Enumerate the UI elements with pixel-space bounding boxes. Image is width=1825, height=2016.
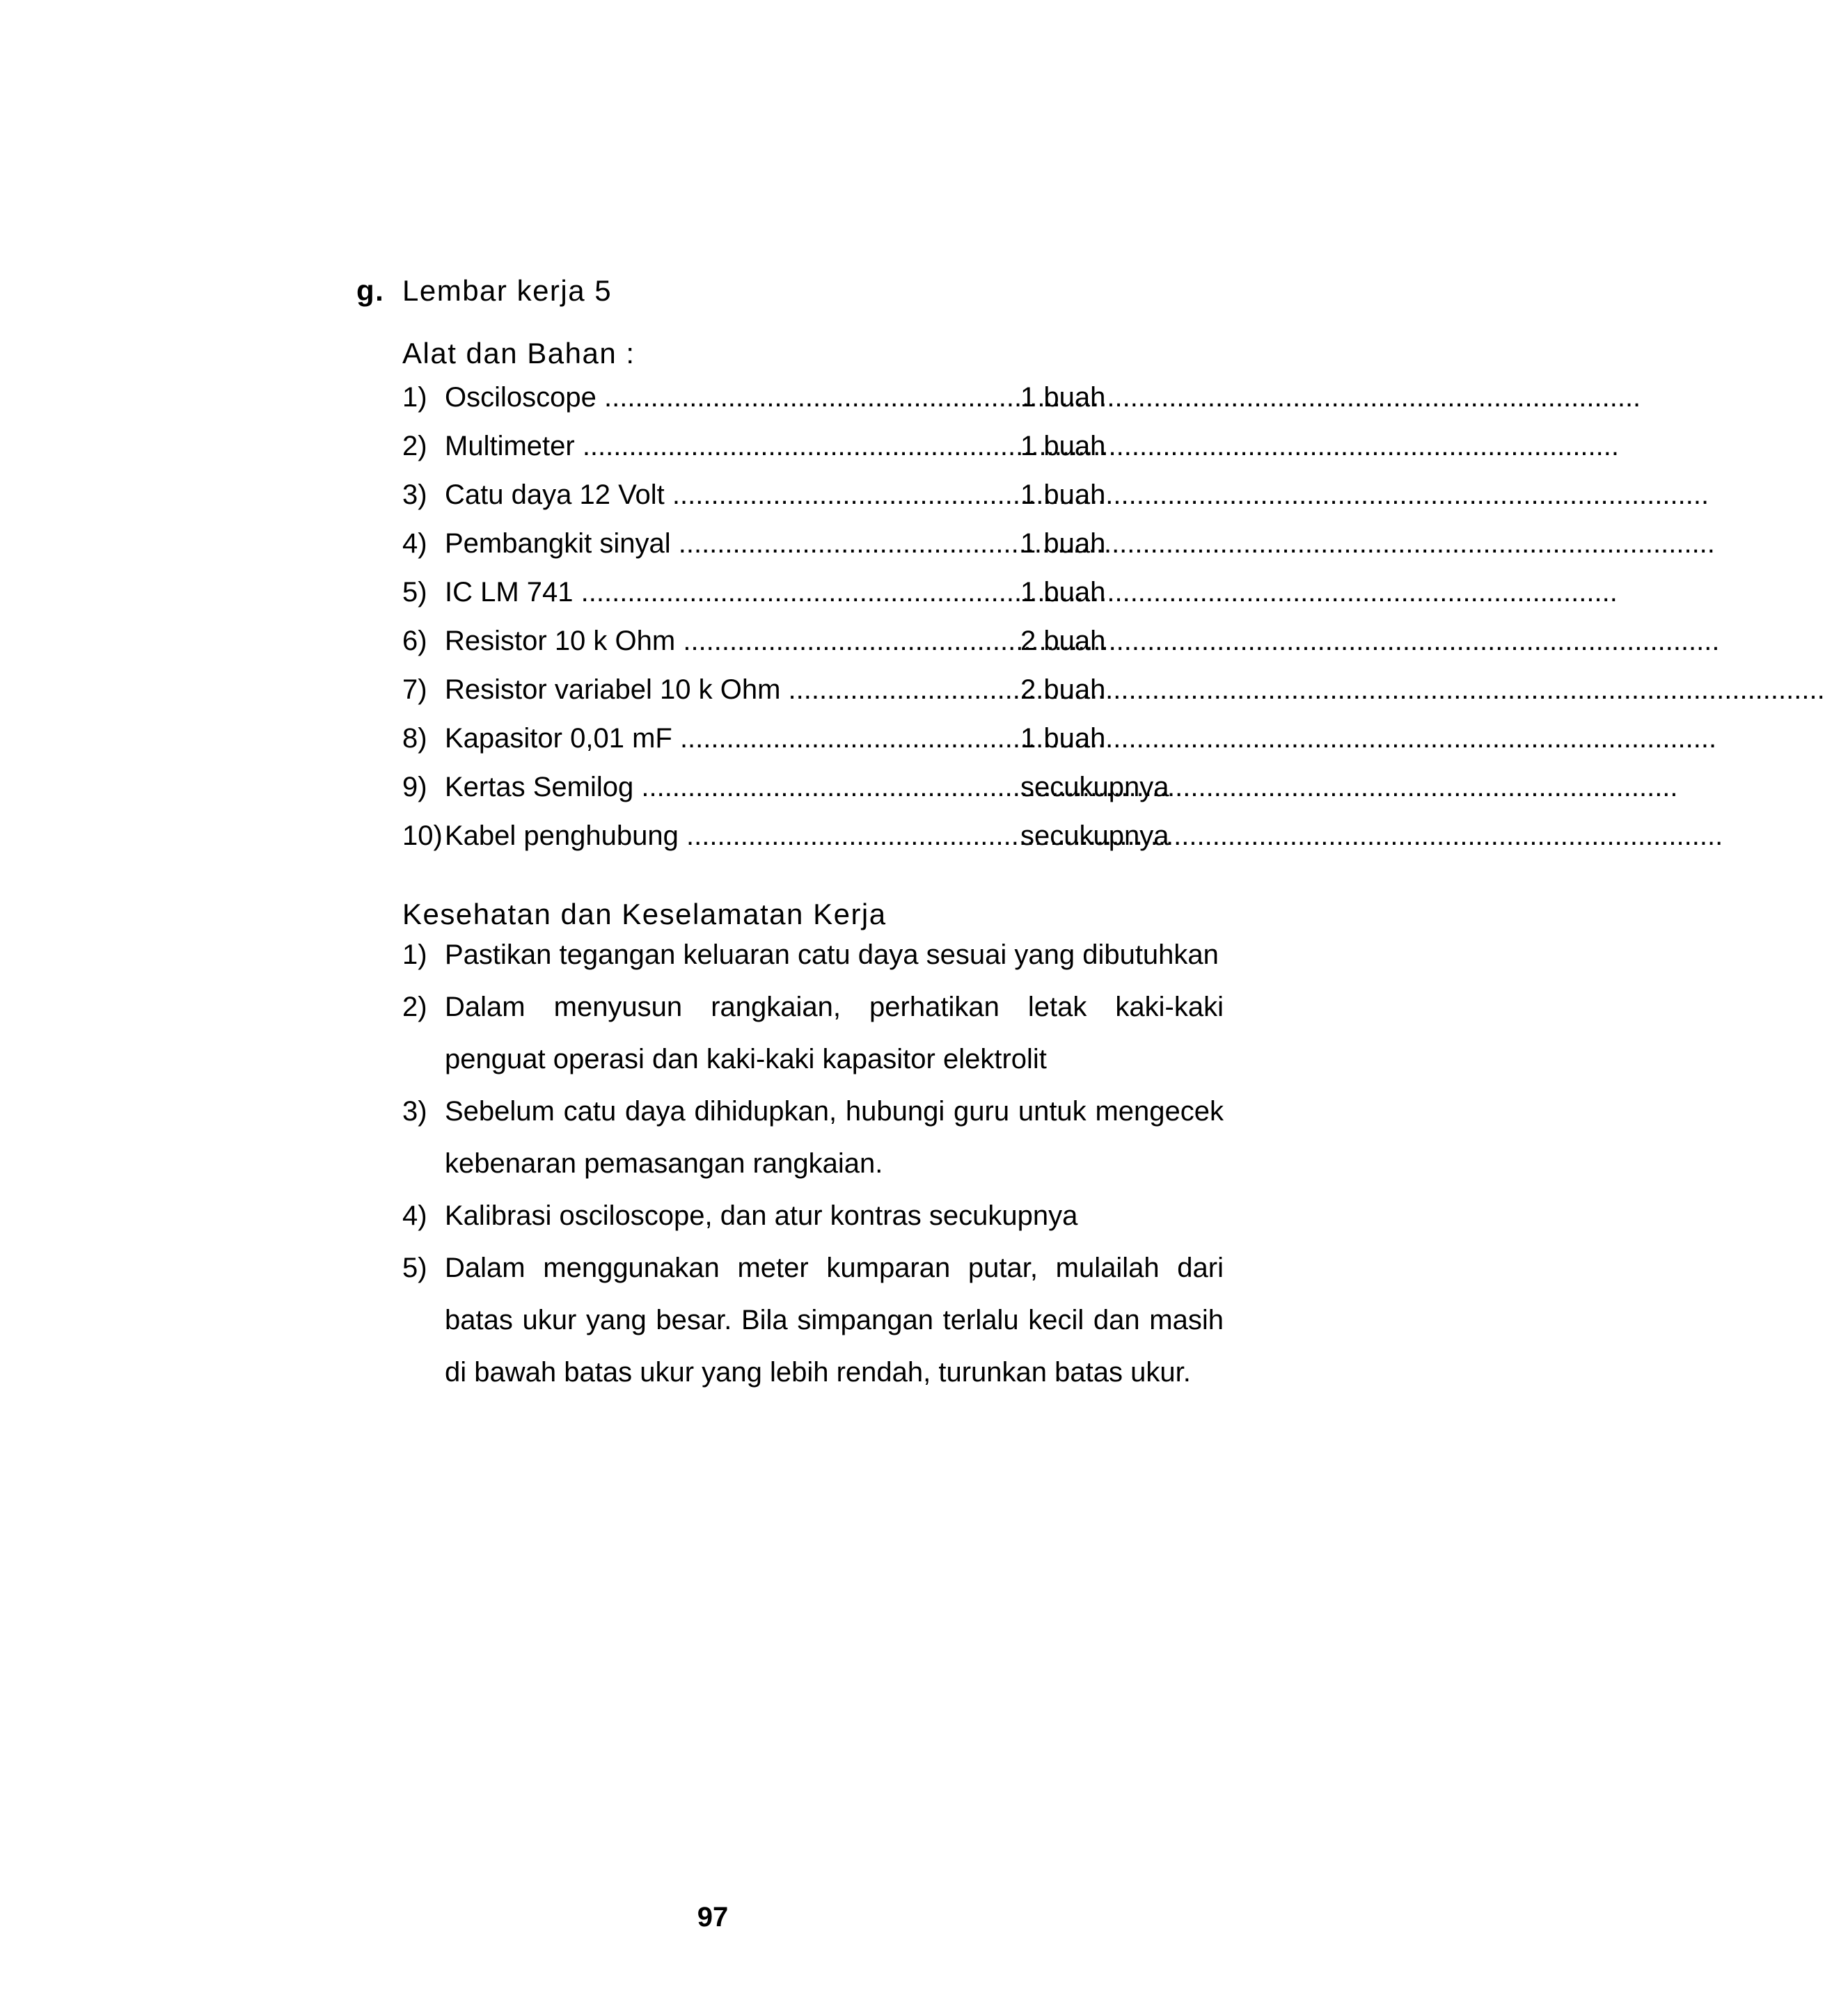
safety-number: 3) bbox=[402, 1096, 427, 1127]
tool-number: 4) bbox=[402, 528, 427, 559]
safety-text: Sebelum catu daya dihidupkan, hubungi guru untuk mengecek kebenaran pemasangan rangkaian. bbox=[445, 1096, 1224, 1179]
tool-name: IC LM 741 ..... bbox=[445, 568, 693, 617]
tool-item bbox=[402, 519, 1238, 568]
safety-number: 4) bbox=[402, 1200, 427, 1231]
tool-item bbox=[402, 373, 1238, 422]
safety-item bbox=[402, 981, 1224, 1086]
tool-item bbox=[402, 617, 1238, 665]
tool-name: Pembangkit sinyal ..... bbox=[445, 519, 693, 568]
tool-item bbox=[402, 763, 1238, 811]
safety-heading: Kesehatan dan Keselamatan Kerja bbox=[402, 898, 887, 930]
tool-number: 3) bbox=[402, 479, 427, 510]
tool-name: Catu daya 12 Volt ..... bbox=[445, 470, 693, 519]
tools-heading: Alat dan Bahan : bbox=[402, 337, 635, 370]
tool-item bbox=[402, 714, 1238, 763]
safety-text: Dalam menyusun rangkaian, perhatikan letak kaki-kaki penguat operasi dan kaki-kaki kapasitor elektrolit bbox=[445, 992, 1224, 1074]
section-letter: g. bbox=[356, 274, 385, 307]
safety-item bbox=[402, 1086, 1224, 1190]
tool-number: 9) bbox=[402, 772, 427, 802]
tool-item bbox=[402, 811, 1238, 860]
safety-text: Pastikan tegangan keluaran catu daya sesuai yang dibutuhkan bbox=[445, 939, 1219, 970]
tool-item bbox=[402, 568, 1238, 617]
tool-item bbox=[402, 665, 1238, 714]
tool-quantity: 1 buah bbox=[1020, 723, 1106, 754]
tool-quantity: 1 buah bbox=[1020, 382, 1106, 413]
tool-name: Multimeter ..... bbox=[445, 422, 693, 470]
tool-number: 5) bbox=[402, 577, 427, 608]
tool-quantity: 2 buah bbox=[1020, 674, 1106, 705]
tool-quantity: 1 buah bbox=[1020, 431, 1106, 461]
section-heading bbox=[356, 270, 612, 312]
tool-quantity: secukupnya bbox=[1020, 772, 1169, 802]
tool-quantity: secukupnya bbox=[1020, 820, 1169, 851]
tool-number: 10) bbox=[402, 820, 443, 851]
tool-quantity: 1 buah bbox=[1020, 479, 1106, 510]
tool-quantity: 2 buah bbox=[1020, 626, 1106, 656]
safety-text: Kalibrasi osciloscope, dan atur kontras secukupnya bbox=[445, 1200, 1078, 1231]
page-number: 97 bbox=[697, 1902, 729, 1932]
tool-name: Kertas Semilog ..... bbox=[445, 763, 693, 811]
tool-quantity: 1 buah bbox=[1020, 528, 1106, 559]
tool-number: 6) bbox=[402, 626, 427, 656]
section-title: Lembar kerja 5 bbox=[402, 274, 613, 307]
safety-item bbox=[402, 929, 1224, 981]
safety-item bbox=[402, 1242, 1224, 1399]
tool-name: Kabel penghubung ..... bbox=[445, 811, 693, 860]
safety-number: 1) bbox=[402, 939, 427, 970]
safety-item bbox=[402, 1190, 1224, 1242]
tool-number: 1) bbox=[402, 382, 427, 413]
tool-name: Resistor 10 k Ohm ..... bbox=[445, 617, 693, 665]
safety-number: 5) bbox=[402, 1253, 427, 1283]
tool-name: Osciloscope ..... bbox=[445, 373, 693, 422]
tool-item bbox=[402, 470, 1238, 519]
tools-list bbox=[402, 373, 1238, 860]
safety-list bbox=[402, 929, 1224, 1399]
safety-text: Dalam menggunakan meter kumparan putar, mulailah dari batas ukur yang besar. Bila simpangan terlalu kecil dan masih di bawah batas ukur yang lebih rendah, turunkan batas ukur. bbox=[445, 1253, 1224, 1388]
tool-name: Kapasitor 0,01 mF ..... bbox=[445, 714, 693, 763]
tool-number: 7) bbox=[402, 674, 427, 705]
tool-item bbox=[402, 422, 1238, 470]
safety-number: 2) bbox=[402, 992, 427, 1022]
tool-number: 2) bbox=[402, 431, 427, 461]
tool-name: Resistor variabel 10 k Ohm ..... bbox=[445, 665, 693, 714]
tool-number: 8) bbox=[402, 723, 427, 754]
tool-quantity: 1 buah bbox=[1020, 577, 1106, 608]
